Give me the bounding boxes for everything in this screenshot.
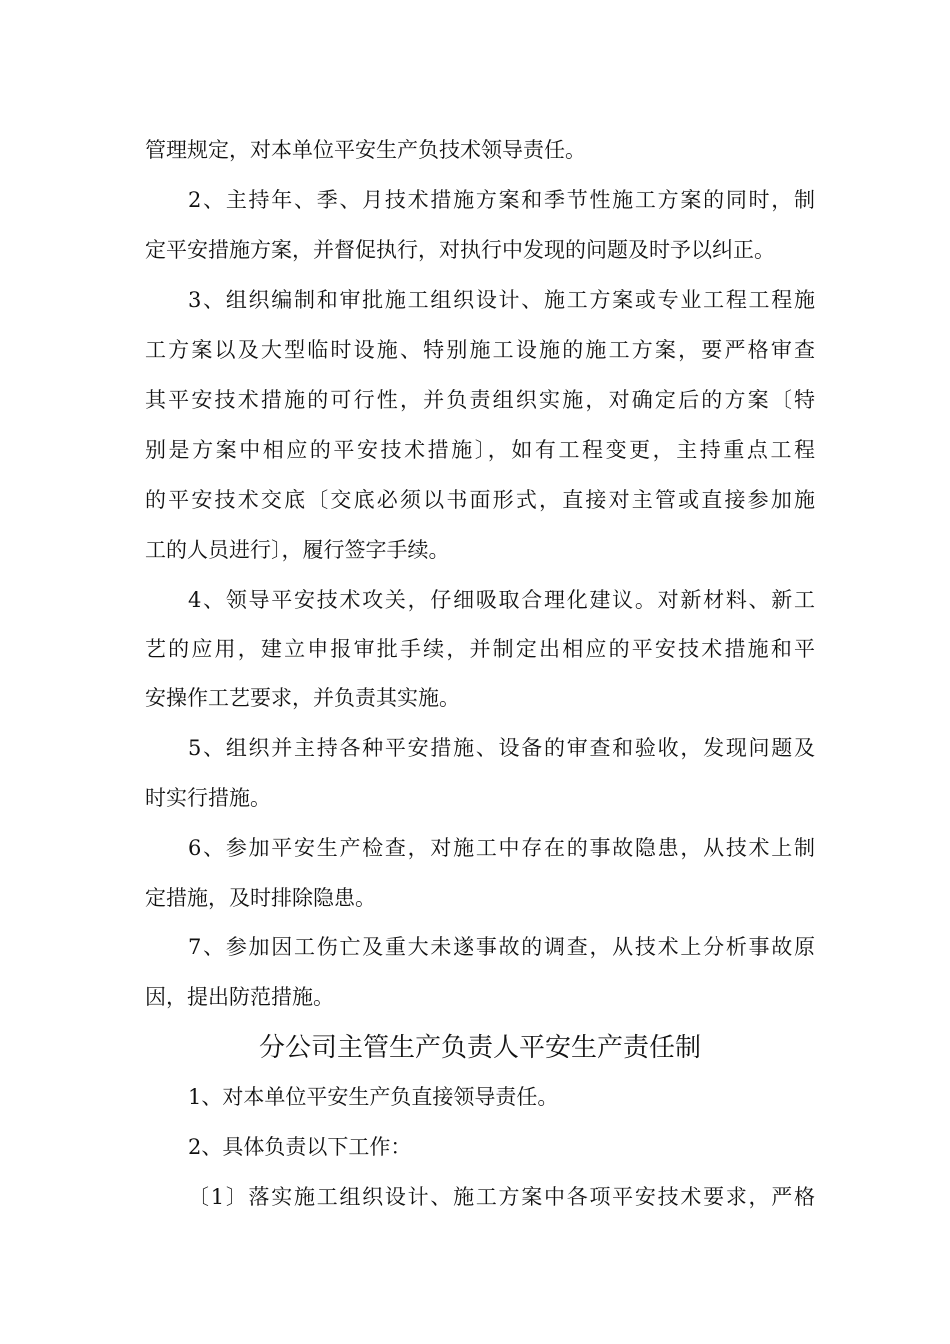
paragraph-line: 别是方案中相应的平安技术措施〕，如有工程变更，主持重点工程 <box>145 438 815 462</box>
paragraph-line: 艺的应用，建立申报审批手续，并制定出相应的平安技术措施和平 <box>145 637 815 661</box>
paragraph-line: 2、主持年、季、月技术措施方案和季节性施工方案的同时，制 <box>188 188 815 212</box>
paragraph-line: 4、领导平安技术攻关，仔细吸取合理化建议。对新材料、新工 <box>188 588 815 612</box>
paragraph-line: 工方案以及大型临时设施、特别施工设施的施工方案，要严格审查 <box>145 338 815 362</box>
paragraph-line: 安操作工艺要求，并负责其实施。 <box>145 686 460 710</box>
paragraph-line: 3、组织编制和审批施工组织设计、施工方案或专业工程工程施 <box>188 288 815 312</box>
paragraph-line: 〔1〕落实施工组织设计、施工方案中各项平安技术要求，严格 <box>188 1185 815 1209</box>
paragraph-line: 管理规定，对本单位平安生产负技术领导责任。 <box>145 138 586 162</box>
paragraph-line: 的平安技术交底〔交底必须以书面形式，直接对主管或直接参加施 <box>145 488 815 512</box>
paragraph-line: 定措施，及时排除隐患。 <box>145 886 376 910</box>
section-heading: 分公司主管生产负责人平安生产责任制 <box>258 1033 701 1063</box>
paragraph-line: 其平安技术措施的可行性，并负责组织实施，对确定后的方案〔特 <box>145 388 815 412</box>
paragraph-line: 6、参加平安生产检查，对施工中存在的事故隐患，从技术上制 <box>188 836 815 860</box>
paragraph-line: 时实行措施。 <box>145 786 271 810</box>
paragraph-line: 7、参加因工伤亡及重大未遂事故的调查，从技术上分析事故原 <box>188 935 815 959</box>
paragraph-line: 2、具体负责以下工作： <box>188 1135 412 1159</box>
paragraph-line: 1、对本单位平安生产负直接领导责任。 <box>188 1085 559 1109</box>
paragraph-line: 5、组织并主持各种平安措施、设备的审查和验收，发现问题及 <box>188 736 815 760</box>
paragraph-line: 工的人员进行〕，履行签字手续。 <box>145 538 450 562</box>
paragraph-line: 因，提出防范措施。 <box>145 985 334 1009</box>
paragraph-line: 定平安措施方案，并督促执行，对执行中发现的问题及时予以纠正。 <box>145 238 775 262</box>
